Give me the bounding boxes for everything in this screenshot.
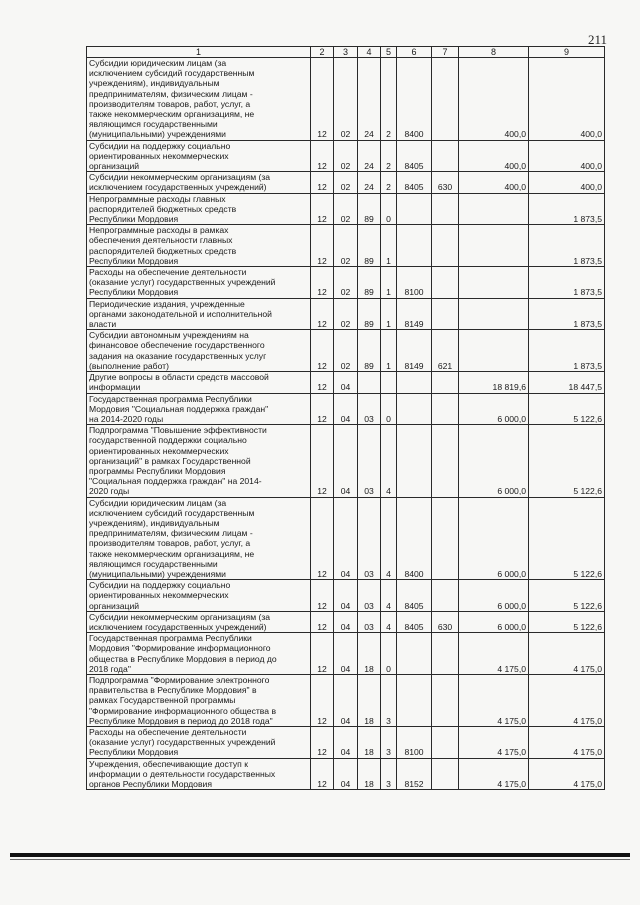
row-value-cell: 18 (358, 674, 381, 726)
row-value-cell: 8405 (397, 580, 432, 612)
row-name-cell: Субсидии автономным учреждениям на финансовое обеспечение государственного задания на оказание государственных услуг (выполнение работ) (87, 330, 311, 372)
row-value-cell: 04 (334, 425, 358, 497)
row-value-cell: 2 (381, 140, 397, 172)
row-value-cell: 8405 (397, 140, 432, 172)
row-value-cell: 12 (311, 580, 334, 612)
row-value-cell: 1 873,5 (529, 267, 605, 299)
row-value-cell: 12 (311, 727, 334, 759)
row-value-cell: 4 175,0 (459, 674, 529, 726)
table-row (87, 727, 605, 759)
row-value-cell: 04 (334, 497, 358, 580)
column-header: 4 (358, 47, 381, 58)
row-value-cell (381, 372, 397, 393)
row-value-cell: 02 (334, 330, 358, 372)
row-value-cell (397, 633, 432, 675)
row-value-cell: 1 (381, 330, 397, 372)
row-value-cell: 1 873,5 (529, 298, 605, 330)
row-value-cell: 03 (358, 425, 381, 497)
page-number: 211 (588, 32, 608, 47)
row-value-cell: 400,0 (459, 58, 529, 141)
column-header: 8 (459, 47, 529, 58)
row-value-cell (432, 193, 459, 225)
row-value-cell: 8400 (397, 497, 432, 580)
row-value-cell: 24 (358, 140, 381, 172)
row-value-cell: 12 (311, 172, 334, 193)
row-value-cell: 5 122,6 (529, 425, 605, 497)
row-value-cell: 630 (432, 172, 459, 193)
row-value-cell: 4 (381, 497, 397, 580)
bottom-rule (10, 853, 630, 857)
row-value-cell: 400,0 (529, 58, 605, 141)
row-value-cell: 12 (311, 372, 334, 393)
row-name-cell: Субсидии некоммерческим организациям (за исключением государственных учреждений) (87, 172, 311, 193)
row-value-cell: 02 (334, 58, 358, 141)
row-value-cell: 5 122,6 (529, 580, 605, 612)
row-value-cell: 24 (358, 58, 381, 141)
header-row (87, 47, 605, 58)
row-name-cell: Учреждения, обеспечивающие доступ к информации о деятельности государственных органов Республики Мордовия (87, 758, 311, 790)
row-value-cell: 5 122,6 (529, 393, 605, 425)
row-value-cell: 18 819,6 (459, 372, 529, 393)
row-name-cell: Субсидии некоммерческим организациям (за исключением государственных учреждений) (87, 611, 311, 632)
row-value-cell: 04 (334, 633, 358, 675)
row-value-cell: 12 (311, 225, 334, 267)
row-value-cell: 04 (334, 758, 358, 790)
row-value-cell (432, 58, 459, 141)
row-value-cell: 02 (334, 140, 358, 172)
row-value-cell: 24 (358, 172, 381, 193)
row-name-cell: Подпрограмма "Повышение эффективности государственной поддержки социально ориентированных некоммерческих организаций" в рамках Государственной программы Республики Мордовия "Социальная поддержка граждан" на 2014- 2020 годы (87, 425, 311, 497)
row-value-cell: 12 (311, 58, 334, 141)
row-value-cell: 400,0 (529, 140, 605, 172)
column-header: 9 (529, 47, 605, 58)
row-value-cell: 02 (334, 298, 358, 330)
row-name-cell: Расходы на обеспечение деятельности (оказание услуг) государственных учреждений Республики Мордовия (87, 267, 311, 299)
row-value-cell: 6 000,0 (459, 425, 529, 497)
row-value-cell (432, 267, 459, 299)
row-value-cell: 03 (358, 580, 381, 612)
row-value-cell: 6 000,0 (459, 580, 529, 612)
row-value-cell: 4 175,0 (459, 633, 529, 675)
row-value-cell: 8100 (397, 267, 432, 299)
row-value-cell: 2 (381, 172, 397, 193)
row-name-cell: Субсидии юридическим лицам (за исключением субсидий государственным учреждениям), индивидуальным предпринимателям, физическим лицам - производителям товаров, работ, услуг, а также некоммерческим организациям, не являющимся государственными (муниципальными) учреждениями (87, 497, 311, 580)
table-row (87, 172, 605, 193)
row-value-cell: 8149 (397, 298, 432, 330)
row-value-cell: 04 (334, 372, 358, 393)
row-value-cell (397, 393, 432, 425)
table-row (87, 330, 605, 372)
row-value-cell: 8152 (397, 758, 432, 790)
column-header: 5 (381, 47, 397, 58)
table-row (87, 267, 605, 299)
row-value-cell (432, 372, 459, 393)
row-value-cell: 12 (311, 298, 334, 330)
row-name-cell: Периодические издания, учрежденные органами законодательной и исполнительной власти (87, 298, 311, 330)
row-value-cell (432, 497, 459, 580)
row-value-cell (432, 758, 459, 790)
row-value-cell: 04 (334, 727, 358, 759)
row-value-cell (358, 372, 381, 393)
row-value-cell (459, 225, 529, 267)
row-value-cell (397, 425, 432, 497)
table-row (87, 580, 605, 612)
column-header: 6 (397, 47, 432, 58)
row-value-cell: 4 175,0 (529, 758, 605, 790)
row-value-cell: 18 (358, 758, 381, 790)
row-value-cell (432, 674, 459, 726)
row-value-cell: 6 000,0 (459, 497, 529, 580)
row-value-cell (432, 298, 459, 330)
row-value-cell (397, 193, 432, 225)
row-value-cell: 12 (311, 330, 334, 372)
row-name-cell: Субсидии юридическим лицам (за исключением субсидий государственным учреждениям), индивидуальным предпринимателям, физическим лицам - производителям товаров, работ, услуг, а также некоммерческим организациям, не являющимся государственными (муниципальными) учреждениями (87, 58, 311, 141)
row-value-cell: 8149 (397, 330, 432, 372)
row-value-cell: 04 (334, 611, 358, 632)
table-row (87, 425, 605, 497)
row-name-cell: Государственная программа Республики Мордовия "Формирование информационного общества в Республике Мордовия в период до 2018 года" (87, 633, 311, 675)
row-value-cell: 12 (311, 425, 334, 497)
row-value-cell: 0 (381, 193, 397, 225)
row-value-cell: 5 122,6 (529, 611, 605, 632)
row-value-cell: 1 873,5 (529, 225, 605, 267)
row-value-cell: 18 (358, 633, 381, 675)
row-value-cell: 6 000,0 (459, 611, 529, 632)
row-value-cell: 02 (334, 172, 358, 193)
row-value-cell: 12 (311, 267, 334, 299)
row-value-cell: 02 (334, 267, 358, 299)
row-name-cell: Расходы на обеспечение деятельности (оказание услуг) государственных учреждений Республики Мордовия (87, 727, 311, 759)
column-header: 7 (432, 47, 459, 58)
budget-table-container (86, 46, 605, 790)
table-row (87, 633, 605, 675)
row-value-cell: 4 175,0 (459, 758, 529, 790)
row-name-cell: Субсидии на поддержку социально ориентированных некоммерческих организаций (87, 580, 311, 612)
row-value-cell (432, 140, 459, 172)
row-value-cell (459, 267, 529, 299)
row-value-cell: 1 873,5 (529, 330, 605, 372)
row-value-cell: 89 (358, 298, 381, 330)
row-value-cell: 8405 (397, 172, 432, 193)
row-value-cell: 1 (381, 225, 397, 267)
column-header: 3 (334, 47, 358, 58)
row-value-cell: 4 175,0 (529, 727, 605, 759)
row-value-cell: 5 122,6 (529, 497, 605, 580)
bottom-rule-thin (10, 859, 630, 860)
column-header: 2 (311, 47, 334, 58)
row-value-cell (459, 298, 529, 330)
row-value-cell: 03 (358, 393, 381, 425)
table-row (87, 58, 605, 141)
row-value-cell: 400,0 (459, 140, 529, 172)
row-value-cell: 4 175,0 (529, 674, 605, 726)
row-value-cell: 12 (311, 497, 334, 580)
row-value-cell: 03 (358, 611, 381, 632)
row-value-cell: 04 (334, 674, 358, 726)
row-name-cell: Другие вопросы в области средств массовой информации (87, 372, 311, 393)
table-row (87, 225, 605, 267)
column-header: 1 (87, 47, 311, 58)
row-value-cell: 400,0 (529, 172, 605, 193)
row-value-cell: 12 (311, 140, 334, 172)
row-value-cell (459, 193, 529, 225)
row-value-cell: 8400 (397, 58, 432, 141)
row-value-cell (397, 674, 432, 726)
row-value-cell: 04 (334, 580, 358, 612)
table-row (87, 611, 605, 632)
row-name-cell: Подпрограмма "Формирование электронного правительства в Республике Мордовия" в рамках Государственной программы "Формирование информационного общества в Республике Мордовия в период до 2018 года" (87, 674, 311, 726)
row-value-cell: 4 (381, 611, 397, 632)
row-name-cell: Непрограммные расходы в рамках обеспечения деятельности главных распорядителей бюджетных средств Республики Мордовия (87, 225, 311, 267)
row-value-cell: 0 (381, 393, 397, 425)
row-value-cell: 1 873,5 (529, 193, 605, 225)
row-value-cell: 12 (311, 633, 334, 675)
row-value-cell (432, 225, 459, 267)
row-value-cell: 6 000,0 (459, 393, 529, 425)
row-value-cell: 89 (358, 330, 381, 372)
row-value-cell: 89 (358, 193, 381, 225)
row-value-cell: 12 (311, 611, 334, 632)
table-row (87, 497, 605, 580)
row-value-cell: 12 (311, 758, 334, 790)
row-value-cell: 02 (334, 225, 358, 267)
row-value-cell (432, 727, 459, 759)
row-value-cell (432, 633, 459, 675)
row-value-cell: 630 (432, 611, 459, 632)
row-value-cell: 3 (381, 674, 397, 726)
row-value-cell: 4 (381, 580, 397, 612)
table-row (87, 393, 605, 425)
row-value-cell: 3 (381, 727, 397, 759)
row-value-cell (432, 425, 459, 497)
row-value-cell: 400,0 (459, 172, 529, 193)
row-value-cell: 0 (381, 633, 397, 675)
table-row (87, 674, 605, 726)
row-value-cell: 4 175,0 (529, 633, 605, 675)
row-name-cell: Государственная программа Республики Мордовия "Социальная поддержка граждан" на 2014-2020 годы (87, 393, 311, 425)
row-value-cell: 1 (381, 298, 397, 330)
row-value-cell: 18 447,5 (529, 372, 605, 393)
row-value-cell: 12 (311, 674, 334, 726)
row-value-cell: 4 175,0 (459, 727, 529, 759)
budget-table (86, 46, 605, 790)
row-value-cell: 03 (358, 497, 381, 580)
row-value-cell: 12 (311, 193, 334, 225)
row-value-cell: 18 (358, 727, 381, 759)
row-value-cell: 89 (358, 267, 381, 299)
row-value-cell (459, 330, 529, 372)
row-value-cell (432, 393, 459, 425)
row-value-cell: 1 (381, 267, 397, 299)
table-row (87, 372, 605, 393)
row-name-cell: Непрограммные расходы главных распорядителей бюджетных средств Республики Мордовия (87, 193, 311, 225)
row-value-cell: 621 (432, 330, 459, 372)
row-value-cell: 04 (334, 393, 358, 425)
row-value-cell: 89 (358, 225, 381, 267)
row-value-cell: 4 (381, 425, 397, 497)
row-value-cell: 2 (381, 58, 397, 141)
table-row (87, 758, 605, 790)
table-row (87, 140, 605, 172)
row-value-cell (397, 225, 432, 267)
row-value-cell (432, 580, 459, 612)
row-value-cell: 8100 (397, 727, 432, 759)
row-value-cell: 12 (311, 393, 334, 425)
row-value-cell: 8405 (397, 611, 432, 632)
row-value-cell: 02 (334, 193, 358, 225)
table-row (87, 298, 605, 330)
row-value-cell: 3 (381, 758, 397, 790)
table-row (87, 193, 605, 225)
row-value-cell (397, 372, 432, 393)
row-name-cell: Субсидии на поддержку социально ориентированных некоммерческих организаций (87, 140, 311, 172)
